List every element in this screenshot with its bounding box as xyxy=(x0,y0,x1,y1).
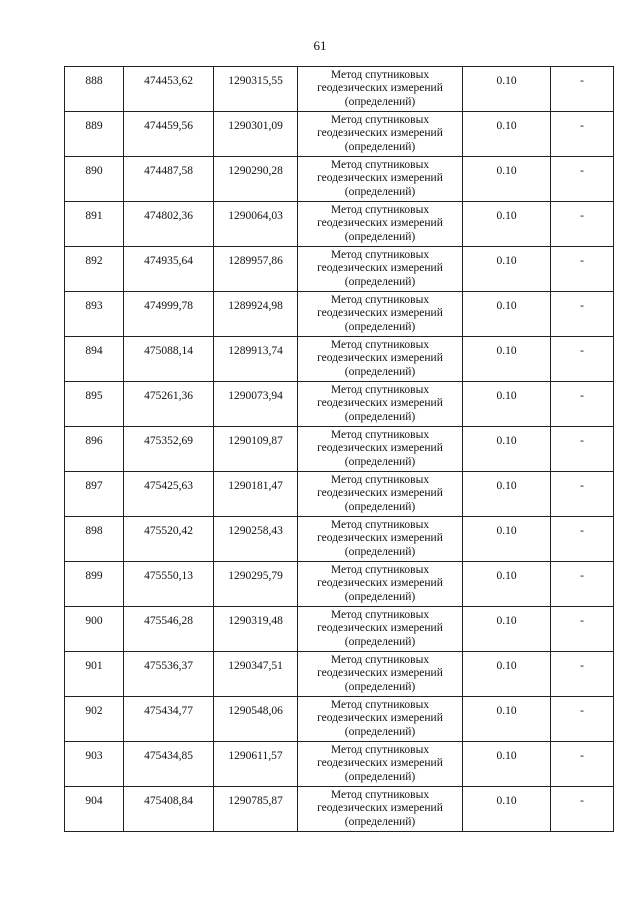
method-text: Метод спутниковых геодезических измерений (определений) xyxy=(317,788,443,828)
x-coordinate-text: 475261,36 xyxy=(144,390,193,403)
note-cell xyxy=(551,427,614,472)
point-number-cell xyxy=(65,157,124,202)
note-text: - xyxy=(580,255,584,268)
accuracy-text: 0.10 xyxy=(496,75,517,88)
accuracy-cell xyxy=(463,337,551,382)
method-cell xyxy=(298,202,463,247)
note-text: - xyxy=(580,660,584,673)
note-text: - xyxy=(580,345,584,358)
x-coordinate-text: 475520,42 xyxy=(144,525,193,538)
table-row xyxy=(65,517,614,562)
x-coordinate-text: 474999,78 xyxy=(144,300,193,313)
table-row xyxy=(65,202,614,247)
method-cell xyxy=(298,652,463,697)
method-text: Метод спутниковых геодезических измерений (определений) xyxy=(317,563,443,603)
method-text: Метод спутниковых геодезических измерений (определений) xyxy=(317,473,443,513)
accuracy-text: 0.10 xyxy=(496,750,517,763)
table-row xyxy=(65,112,614,157)
table-row xyxy=(65,607,614,652)
accuracy-cell xyxy=(463,157,551,202)
method-cell xyxy=(298,472,463,517)
method-text: Метод спутниковых геодезических измерений (определений) xyxy=(317,338,443,378)
accuracy-cell xyxy=(463,607,551,652)
method-cell xyxy=(298,157,463,202)
note-text: - xyxy=(580,615,584,628)
table-row xyxy=(65,562,614,607)
x-coordinate-cell xyxy=(124,292,214,337)
point-number-cell xyxy=(65,112,124,157)
method-text: Метод спутниковых геодезических измерений (определений) xyxy=(317,608,443,648)
table-row xyxy=(65,247,614,292)
y-coordinate-cell xyxy=(214,292,298,337)
accuracy-cell xyxy=(463,382,551,427)
method-text: Метод спутниковых геодезических измерений (определений) xyxy=(317,653,443,693)
accuracy-text: 0.10 xyxy=(496,345,517,358)
method-text: Метод спутниковых геодезических измерений (определений) xyxy=(317,293,443,333)
table-row xyxy=(65,472,614,517)
point-number-text: 899 xyxy=(85,570,103,583)
y-coordinate-text: 1290290,28 xyxy=(228,165,283,178)
accuracy-text: 0.10 xyxy=(496,660,517,673)
note-text: - xyxy=(580,165,584,178)
table-row xyxy=(65,742,614,787)
point-number-text: 889 xyxy=(85,120,103,133)
x-coordinate-cell xyxy=(124,427,214,472)
note-cell xyxy=(551,472,614,517)
note-cell xyxy=(551,607,614,652)
accuracy-cell xyxy=(463,787,551,832)
x-coordinate-cell xyxy=(124,67,214,112)
note-cell xyxy=(551,652,614,697)
y-coordinate-cell xyxy=(214,787,298,832)
x-coordinate-cell xyxy=(124,472,214,517)
point-number-text: 903 xyxy=(85,750,103,763)
point-number-text: 902 xyxy=(85,705,103,718)
accuracy-cell xyxy=(463,112,551,157)
point-number-text: 898 xyxy=(85,525,103,538)
method-text: Метод спутниковых геодезических измерений (определений) xyxy=(317,113,443,153)
table-row xyxy=(65,697,614,742)
note-cell xyxy=(551,67,614,112)
method-cell xyxy=(298,112,463,157)
x-coordinate-cell xyxy=(124,787,214,832)
y-coordinate-text: 1290315,55 xyxy=(228,75,283,88)
note-text: - xyxy=(580,750,584,763)
note-cell xyxy=(551,697,614,742)
table-row xyxy=(65,67,614,112)
accuracy-text: 0.10 xyxy=(496,390,517,403)
accuracy-cell xyxy=(463,742,551,787)
point-number-cell xyxy=(65,472,124,517)
x-coordinate-text: 475425,63 xyxy=(144,480,193,493)
table-body xyxy=(65,67,614,832)
accuracy-text: 0.10 xyxy=(496,120,517,133)
method-text: Метод спутниковых геодезических измерений (определений) xyxy=(317,698,443,738)
accuracy-cell xyxy=(463,67,551,112)
accuracy-text: 0.10 xyxy=(496,525,517,538)
note-text: - xyxy=(580,705,584,718)
point-number-text: 894 xyxy=(85,345,103,358)
point-number-cell xyxy=(65,742,124,787)
x-coordinate-cell xyxy=(124,247,214,292)
y-coordinate-cell xyxy=(214,472,298,517)
method-text: Метод спутниковых геодезических измерений (определений) xyxy=(317,518,443,558)
method-cell xyxy=(298,427,463,472)
point-number-text: 890 xyxy=(85,165,103,178)
x-coordinate-cell xyxy=(124,337,214,382)
method-cell xyxy=(298,67,463,112)
method-cell xyxy=(298,562,463,607)
method-cell xyxy=(298,247,463,292)
note-cell xyxy=(551,112,614,157)
x-coordinate-cell xyxy=(124,607,214,652)
x-coordinate-text: 475546,28 xyxy=(144,615,193,628)
accuracy-cell xyxy=(463,427,551,472)
note-cell xyxy=(551,247,614,292)
x-coordinate-text: 475088,14 xyxy=(144,345,193,358)
note-text: - xyxy=(580,570,584,583)
y-coordinate-cell xyxy=(214,157,298,202)
x-coordinate-text: 475352,69 xyxy=(144,435,193,448)
point-number-text: 904 xyxy=(85,795,103,808)
y-coordinate-text: 1290295,79 xyxy=(228,570,283,583)
accuracy-cell xyxy=(463,202,551,247)
point-number-text: 897 xyxy=(85,480,103,493)
y-coordinate-text: 1289924,98 xyxy=(228,300,283,313)
y-coordinate-text: 1289913,74 xyxy=(228,345,283,358)
y-coordinate-text: 1290301,09 xyxy=(228,120,283,133)
point-number-text: 892 xyxy=(85,255,103,268)
y-coordinate-cell xyxy=(214,427,298,472)
accuracy-cell xyxy=(463,292,551,337)
point-number-cell xyxy=(65,67,124,112)
point-number-cell xyxy=(65,517,124,562)
note-cell xyxy=(551,787,614,832)
y-coordinate-text: 1290785,87 xyxy=(228,795,283,808)
point-number-cell xyxy=(65,337,124,382)
method-cell xyxy=(298,292,463,337)
x-coordinate-cell xyxy=(124,697,214,742)
point-number-text: 893 xyxy=(85,300,103,313)
point-number-cell xyxy=(65,607,124,652)
note-text: - xyxy=(580,210,584,223)
y-coordinate-cell xyxy=(214,202,298,247)
y-coordinate-text: 1290611,57 xyxy=(228,750,283,763)
note-text: - xyxy=(580,120,584,133)
x-coordinate-text: 475536,37 xyxy=(144,660,193,673)
note-cell xyxy=(551,517,614,562)
note-cell xyxy=(551,742,614,787)
note-cell xyxy=(551,382,614,427)
y-coordinate-cell xyxy=(214,607,298,652)
accuracy-cell xyxy=(463,517,551,562)
accuracy-cell xyxy=(463,697,551,742)
note-text: - xyxy=(580,795,584,808)
point-number-text: 896 xyxy=(85,435,103,448)
x-coordinate-cell xyxy=(124,517,214,562)
x-coordinate-text: 474453,62 xyxy=(144,75,193,88)
y-coordinate-cell xyxy=(214,652,298,697)
x-coordinate-text: 474459,56 xyxy=(144,120,193,133)
accuracy-text: 0.10 xyxy=(496,480,517,493)
note-text: - xyxy=(580,525,584,538)
method-text: Метод спутниковых геодезических измерений (определений) xyxy=(317,68,443,108)
y-coordinate-text: 1290181,47 xyxy=(228,480,283,493)
table-row xyxy=(65,427,614,472)
accuracy-text: 0.10 xyxy=(496,795,517,808)
accuracy-text: 0.10 xyxy=(496,615,517,628)
accuracy-text: 0.10 xyxy=(496,570,517,583)
accuracy-cell xyxy=(463,652,551,697)
point-number-cell xyxy=(65,202,124,247)
y-coordinate-cell xyxy=(214,247,298,292)
point-number-cell xyxy=(65,652,124,697)
point-number-cell xyxy=(65,382,124,427)
accuracy-text: 0.10 xyxy=(496,210,517,223)
y-coordinate-cell xyxy=(214,562,298,607)
x-coordinate-text: 474487,58 xyxy=(144,165,193,178)
accuracy-cell xyxy=(463,562,551,607)
method-cell xyxy=(298,742,463,787)
note-text: - xyxy=(580,75,584,88)
y-coordinate-cell xyxy=(214,742,298,787)
y-coordinate-text: 1290064,03 xyxy=(228,210,283,223)
note-text: - xyxy=(580,300,584,313)
method-text: Метод спутниковых геодезических измерений (определений) xyxy=(317,203,443,243)
x-coordinate-cell xyxy=(124,202,214,247)
method-text: Метод спутниковых геодезических измерений (определений) xyxy=(317,248,443,288)
y-coordinate-text: 1290548,06 xyxy=(228,705,283,718)
point-number-cell xyxy=(65,787,124,832)
y-coordinate-cell xyxy=(214,337,298,382)
table-row xyxy=(65,337,614,382)
y-coordinate-text: 1290073,94 xyxy=(228,390,283,403)
y-coordinate-cell xyxy=(214,112,298,157)
y-coordinate-text: 1290347,51 xyxy=(228,660,283,673)
x-coordinate-cell xyxy=(124,112,214,157)
y-coordinate-text: 1290319,48 xyxy=(228,615,283,628)
point-number-cell xyxy=(65,562,124,607)
y-coordinate-text: 1290109,87 xyxy=(228,435,283,448)
point-number-cell xyxy=(65,247,124,292)
point-number-cell xyxy=(65,292,124,337)
x-coordinate-text: 475434,85 xyxy=(144,750,193,763)
x-coordinate-text: 474802,36 xyxy=(144,210,193,223)
accuracy-text: 0.10 xyxy=(496,255,517,268)
x-coordinate-text: 475550,13 xyxy=(144,570,193,583)
note-cell xyxy=(551,202,614,247)
accuracy-text: 0.10 xyxy=(496,435,517,448)
method-text: Метод спутниковых геодезических измерений (определений) xyxy=(317,158,443,198)
point-number-text: 888 xyxy=(85,75,103,88)
note-text: - xyxy=(580,480,584,493)
method-cell xyxy=(298,697,463,742)
accuracy-text: 0.10 xyxy=(496,300,517,313)
table-row xyxy=(65,652,614,697)
method-text: Метод спутниковых геодезических измерений (определений) xyxy=(317,743,443,783)
x-coordinate-cell xyxy=(124,157,214,202)
note-cell xyxy=(551,292,614,337)
method-cell xyxy=(298,787,463,832)
point-number-text: 900 xyxy=(85,615,103,628)
note-text: - xyxy=(580,435,584,448)
x-coordinate-text: 474935,64 xyxy=(144,255,193,268)
table-row xyxy=(65,292,614,337)
note-text: - xyxy=(580,390,584,403)
y-coordinate-text: 1290258,43 xyxy=(228,525,283,538)
point-number-text: 891 xyxy=(85,210,103,223)
point-number-cell xyxy=(65,697,124,742)
note-cell xyxy=(551,337,614,382)
note-cell xyxy=(551,157,614,202)
table-row xyxy=(65,787,614,832)
y-coordinate-cell xyxy=(214,67,298,112)
x-coordinate-cell xyxy=(124,562,214,607)
y-coordinate-cell xyxy=(214,382,298,427)
x-coordinate-cell xyxy=(124,382,214,427)
method-cell xyxy=(298,607,463,652)
method-cell xyxy=(298,382,463,427)
x-coordinate-text: 475434,77 xyxy=(144,705,193,718)
method-text: Метод спутниковых геодезических измерений (определений) xyxy=(317,428,443,468)
method-cell xyxy=(298,337,463,382)
accuracy-text: 0.10 xyxy=(496,705,517,718)
method-cell xyxy=(298,517,463,562)
y-coordinate-cell xyxy=(214,697,298,742)
y-coordinate-cell xyxy=(214,517,298,562)
y-coordinate-text: 1289957,86 xyxy=(228,255,283,268)
accuracy-cell xyxy=(463,247,551,292)
x-coordinate-cell xyxy=(124,652,214,697)
coordinates-table xyxy=(64,66,614,832)
accuracy-cell xyxy=(463,472,551,517)
x-coordinate-cell xyxy=(124,742,214,787)
note-cell xyxy=(551,562,614,607)
point-number-text: 901 xyxy=(85,660,103,673)
point-number-text: 895 xyxy=(85,390,103,403)
method-text: Метод спутниковых геодезических измерений (определений) xyxy=(317,383,443,423)
table-row xyxy=(65,382,614,427)
table-row xyxy=(65,157,614,202)
page-number: 61 xyxy=(313,38,327,53)
point-number-cell xyxy=(65,427,124,472)
accuracy-text: 0.10 xyxy=(496,165,517,178)
x-coordinate-text: 475408,84 xyxy=(144,795,193,808)
